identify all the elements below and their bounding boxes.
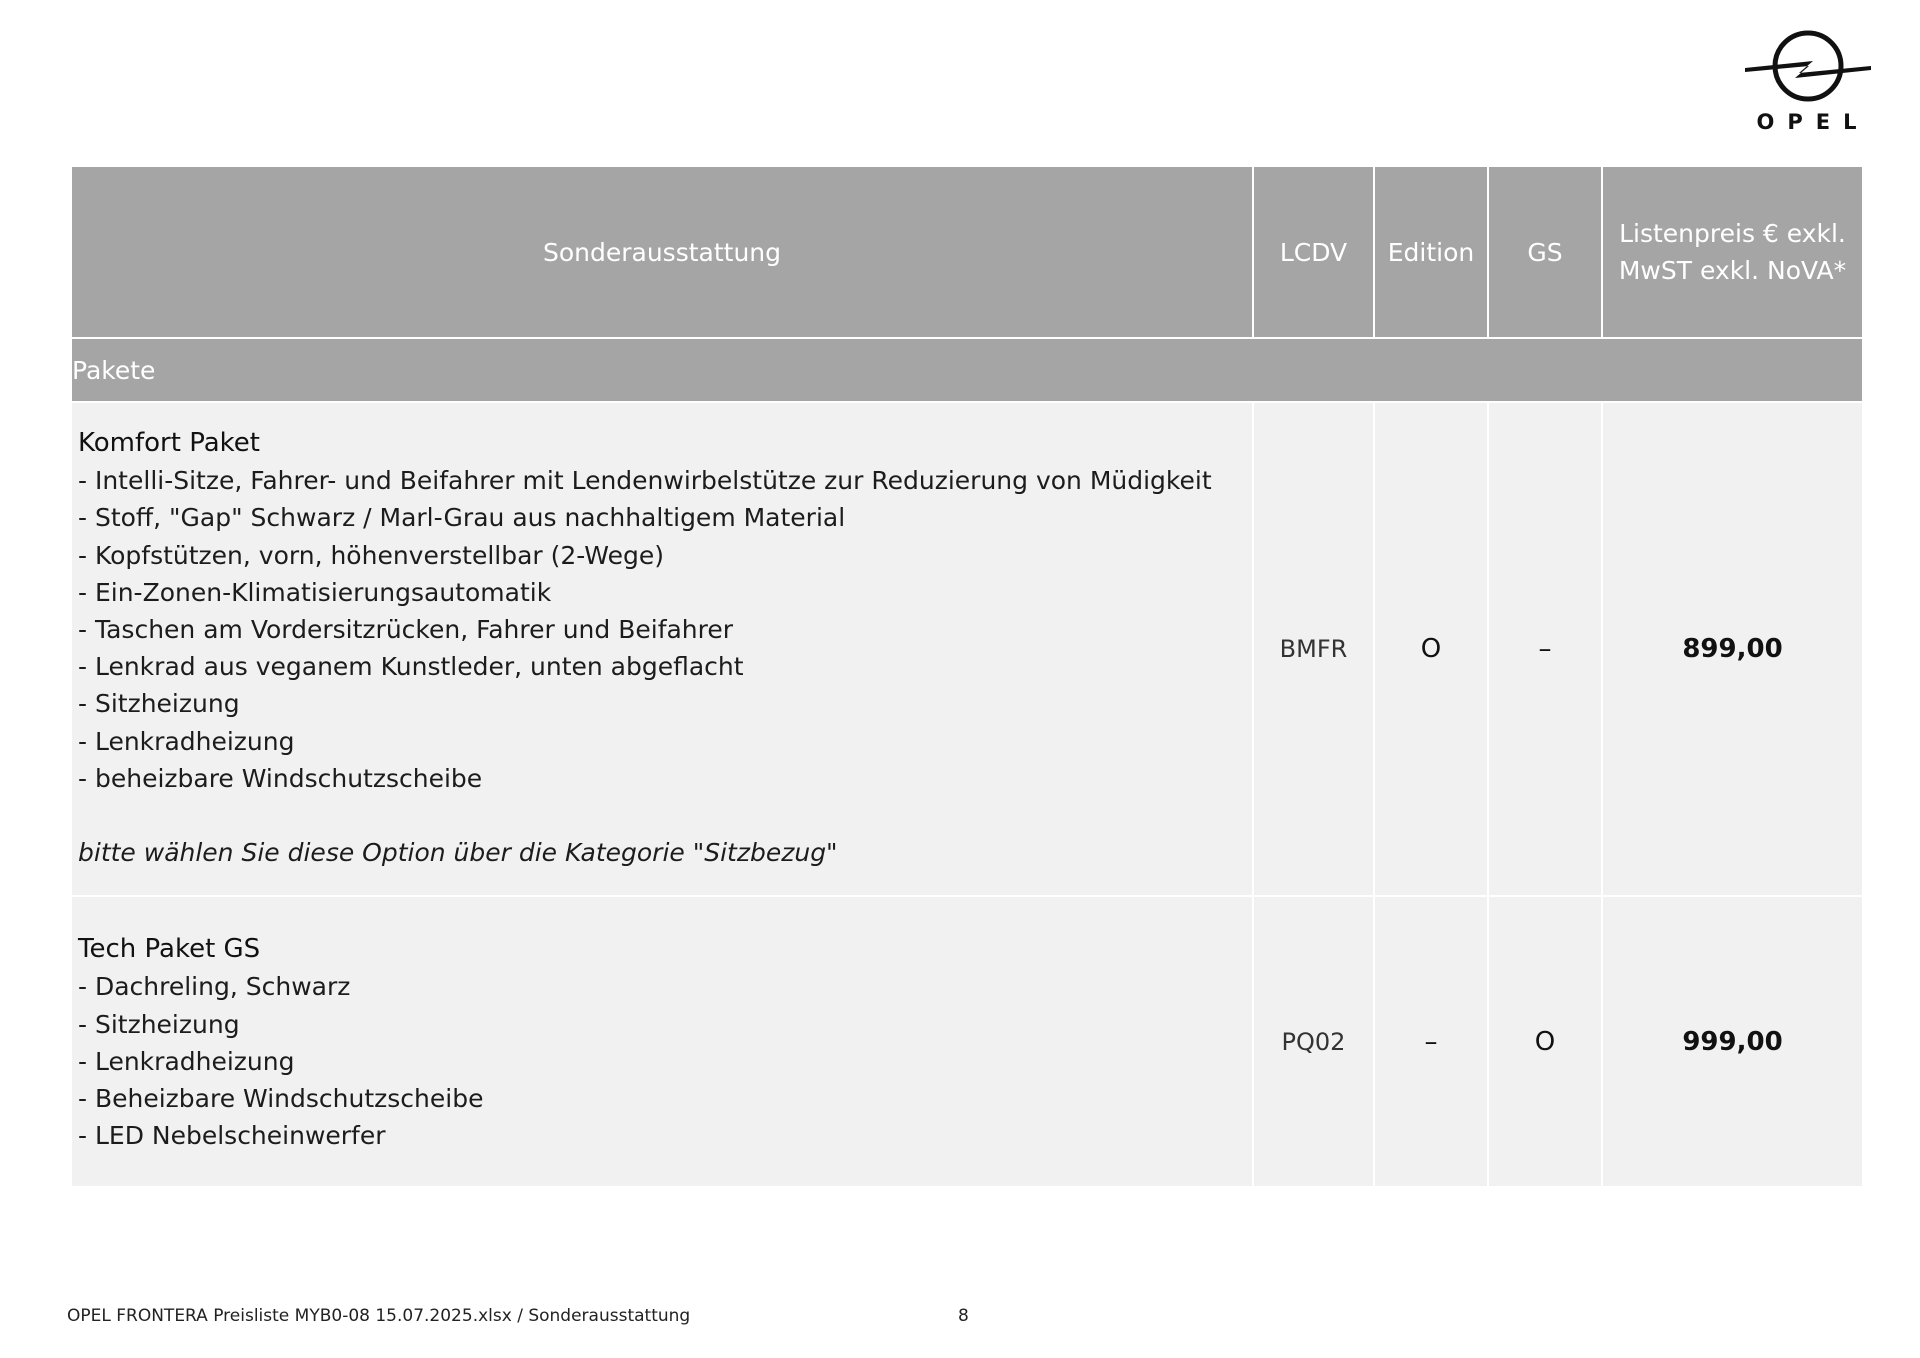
header-price-line1: Listenpreis € exkl.: [1619, 219, 1846, 248]
footer-source: OPEL FRONTERA Preisliste MYB0-08 15.07.2025.xlsx / Sonderausstattung: [67, 1306, 691, 1326]
header-description: Sonderausstattung: [71, 166, 1253, 338]
package-note: bitte wählen Sie diese Option über die Kategorie "Sitzbezug": [78, 838, 838, 868]
gs-availability: –: [1488, 402, 1602, 896]
gs-availability: O: [1488, 896, 1602, 1187]
package-description: [71, 402, 1253, 896]
package-item: - Intelli-Sitze, Fahrer- und Beifahrer mit Lendenwirbelstütze zur Reduzierung von Müdigkeit: [78, 466, 1212, 496]
package-item: - Kopfstützen, vorn, höhenverstellbar (2-Wege): [78, 540, 664, 570]
edition-availability: –: [1374, 896, 1488, 1187]
header-lcdv: LCDV: [1253, 166, 1374, 338]
package-item: - Lenkradheizung: [78, 1046, 295, 1076]
package-title: Tech Paket GS: [78, 934, 261, 965]
package-item: - Lenkrad aus veganem Kunstleder, unten abgeflacht: [78, 652, 744, 682]
header-gs: GS: [1488, 166, 1602, 338]
package-item: - Taschen am Vordersitzrücken, Fahrer und Beifahrer: [78, 615, 734, 645]
list-price: 899,00: [1602, 402, 1863, 896]
table-row: [71, 402, 1863, 896]
package-item: - Ein-Zonen-Klimatisierungsautomatik: [78, 577, 552, 607]
header-price-line2: MwST exkl. NoVA*: [1618, 256, 1847, 285]
package-item: - LED Nebelscheinwerfer: [78, 1121, 386, 1151]
opel-blitz-icon: [1743, 28, 1873, 108]
lcdv-code: BMFR: [1253, 402, 1374, 896]
opel-logo: [1743, 28, 1873, 140]
package-item: - Lenkradheizung: [78, 726, 295, 756]
package-description: [71, 896, 1253, 1187]
package-title: Komfort Paket: [78, 428, 260, 458]
table-header-row: [71, 166, 1863, 338]
package-item: - Beheizbare Windschutzscheibe: [78, 1084, 484, 1114]
category-row: [71, 338, 1863, 402]
edition-availability: O: [1374, 402, 1488, 896]
package-item: - Sitzheizung: [78, 1009, 240, 1039]
category-label: Pakete: [71, 338, 1863, 402]
package-item: - Dachreling, Schwarz: [78, 972, 351, 1002]
header-edition: Edition: [1374, 166, 1488, 338]
table-row: [71, 896, 1863, 1187]
lcdv-code: PQ02: [1253, 896, 1374, 1187]
header-price: [1602, 166, 1863, 338]
package-item: - beheizbare Windschutzscheibe: [78, 763, 483, 793]
package-item: - Sitzheizung: [78, 689, 240, 719]
options-price-table: [70, 165, 1864, 1188]
list-price: 999,00: [1602, 896, 1863, 1187]
page-number: 8: [958, 1306, 969, 1326]
brand-wordmark: OPEL: [1756, 110, 1870, 134]
package-item: - Stoff, "Gap" Schwarz / Marl-Grau aus nachhaltigem Material: [78, 503, 846, 533]
